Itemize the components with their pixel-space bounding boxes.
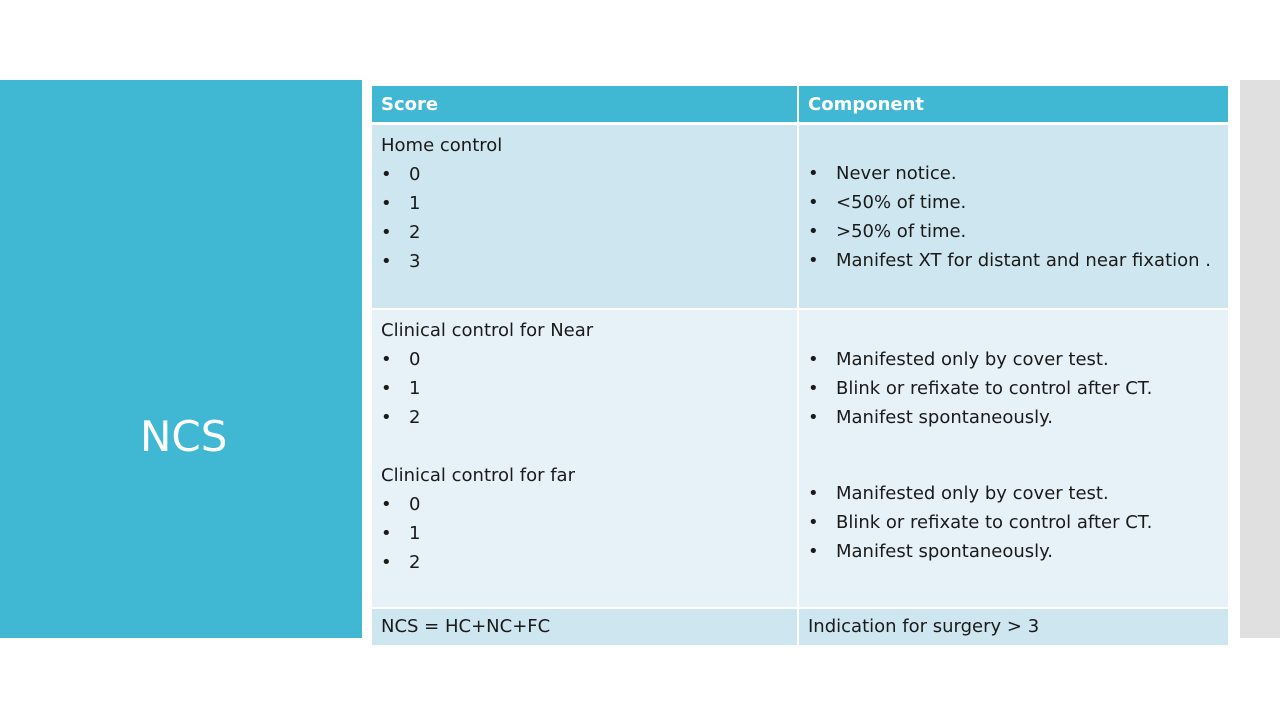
title-panel (0, 80, 362, 638)
list-item: • Blink or refixate to control after CT. (808, 508, 1219, 537)
list-item: • 0 (381, 345, 788, 374)
list-item: • 2 (381, 218, 788, 247)
list-item: • Never notice. (808, 159, 1219, 188)
home-control-heading: Home control (381, 135, 503, 156)
list-item: • 1 (381, 189, 788, 218)
cell-clinical-control-component (798, 309, 1228, 608)
list-item: • Manifested only by cover test. (808, 479, 1219, 508)
home-control-score-list (381, 160, 788, 276)
cell-home-control-score (372, 124, 798, 310)
near-control-component-list (808, 345, 1219, 432)
cell-ncs-formula: NCS = HC+NC+FC (372, 608, 798, 645)
cell-home-control-component (798, 124, 1228, 310)
list-item: • Manifest spontaneously. (808, 537, 1219, 566)
near-control-heading: Clinical control for Near (381, 320, 594, 341)
cell-surgery-indication: Indication for surgery > 3 (798, 608, 1228, 645)
spacer (808, 432, 1219, 479)
header-score: Score (372, 86, 798, 124)
spacer (808, 316, 1219, 345)
list-item: • <50% of time. (808, 188, 1219, 217)
list-item: • Manifested only by cover test. (808, 345, 1219, 374)
table-row-ncs-formula (372, 608, 1228, 645)
list-item: • >50% of time. (808, 217, 1219, 246)
table-row-home-control (372, 124, 1228, 310)
spacer (381, 432, 788, 461)
list-item: • 0 (381, 490, 788, 519)
cell-clinical-control-score (372, 309, 798, 608)
score-table-container (372, 86, 1228, 645)
list-item: • 2 (381, 403, 788, 432)
header-component: Component (798, 86, 1228, 124)
slide-title: NCS (140, 412, 228, 461)
far-control-heading: Clinical control for far (381, 465, 575, 486)
list-item: • 2 (381, 548, 788, 577)
ncs-score-table (372, 86, 1228, 645)
list-item: • Manifest XT for distant and near fixation . (808, 246, 1219, 275)
near-control-score-list (381, 345, 788, 432)
list-item: • Manifest spontaneously. (808, 403, 1219, 432)
far-control-component-list (808, 479, 1219, 566)
table-header-row (372, 86, 1228, 124)
list-item: • Blink or refixate to control after CT. (808, 374, 1219, 403)
list-item: • 1 (381, 374, 788, 403)
list-item: • 1 (381, 519, 788, 548)
list-item: • 0 (381, 160, 788, 189)
far-control-score-list (381, 490, 788, 577)
side-strip (1240, 80, 1280, 638)
table-row-clinical-control (372, 309, 1228, 608)
home-control-component-list (808, 159, 1219, 275)
list-item: • 3 (381, 247, 788, 276)
